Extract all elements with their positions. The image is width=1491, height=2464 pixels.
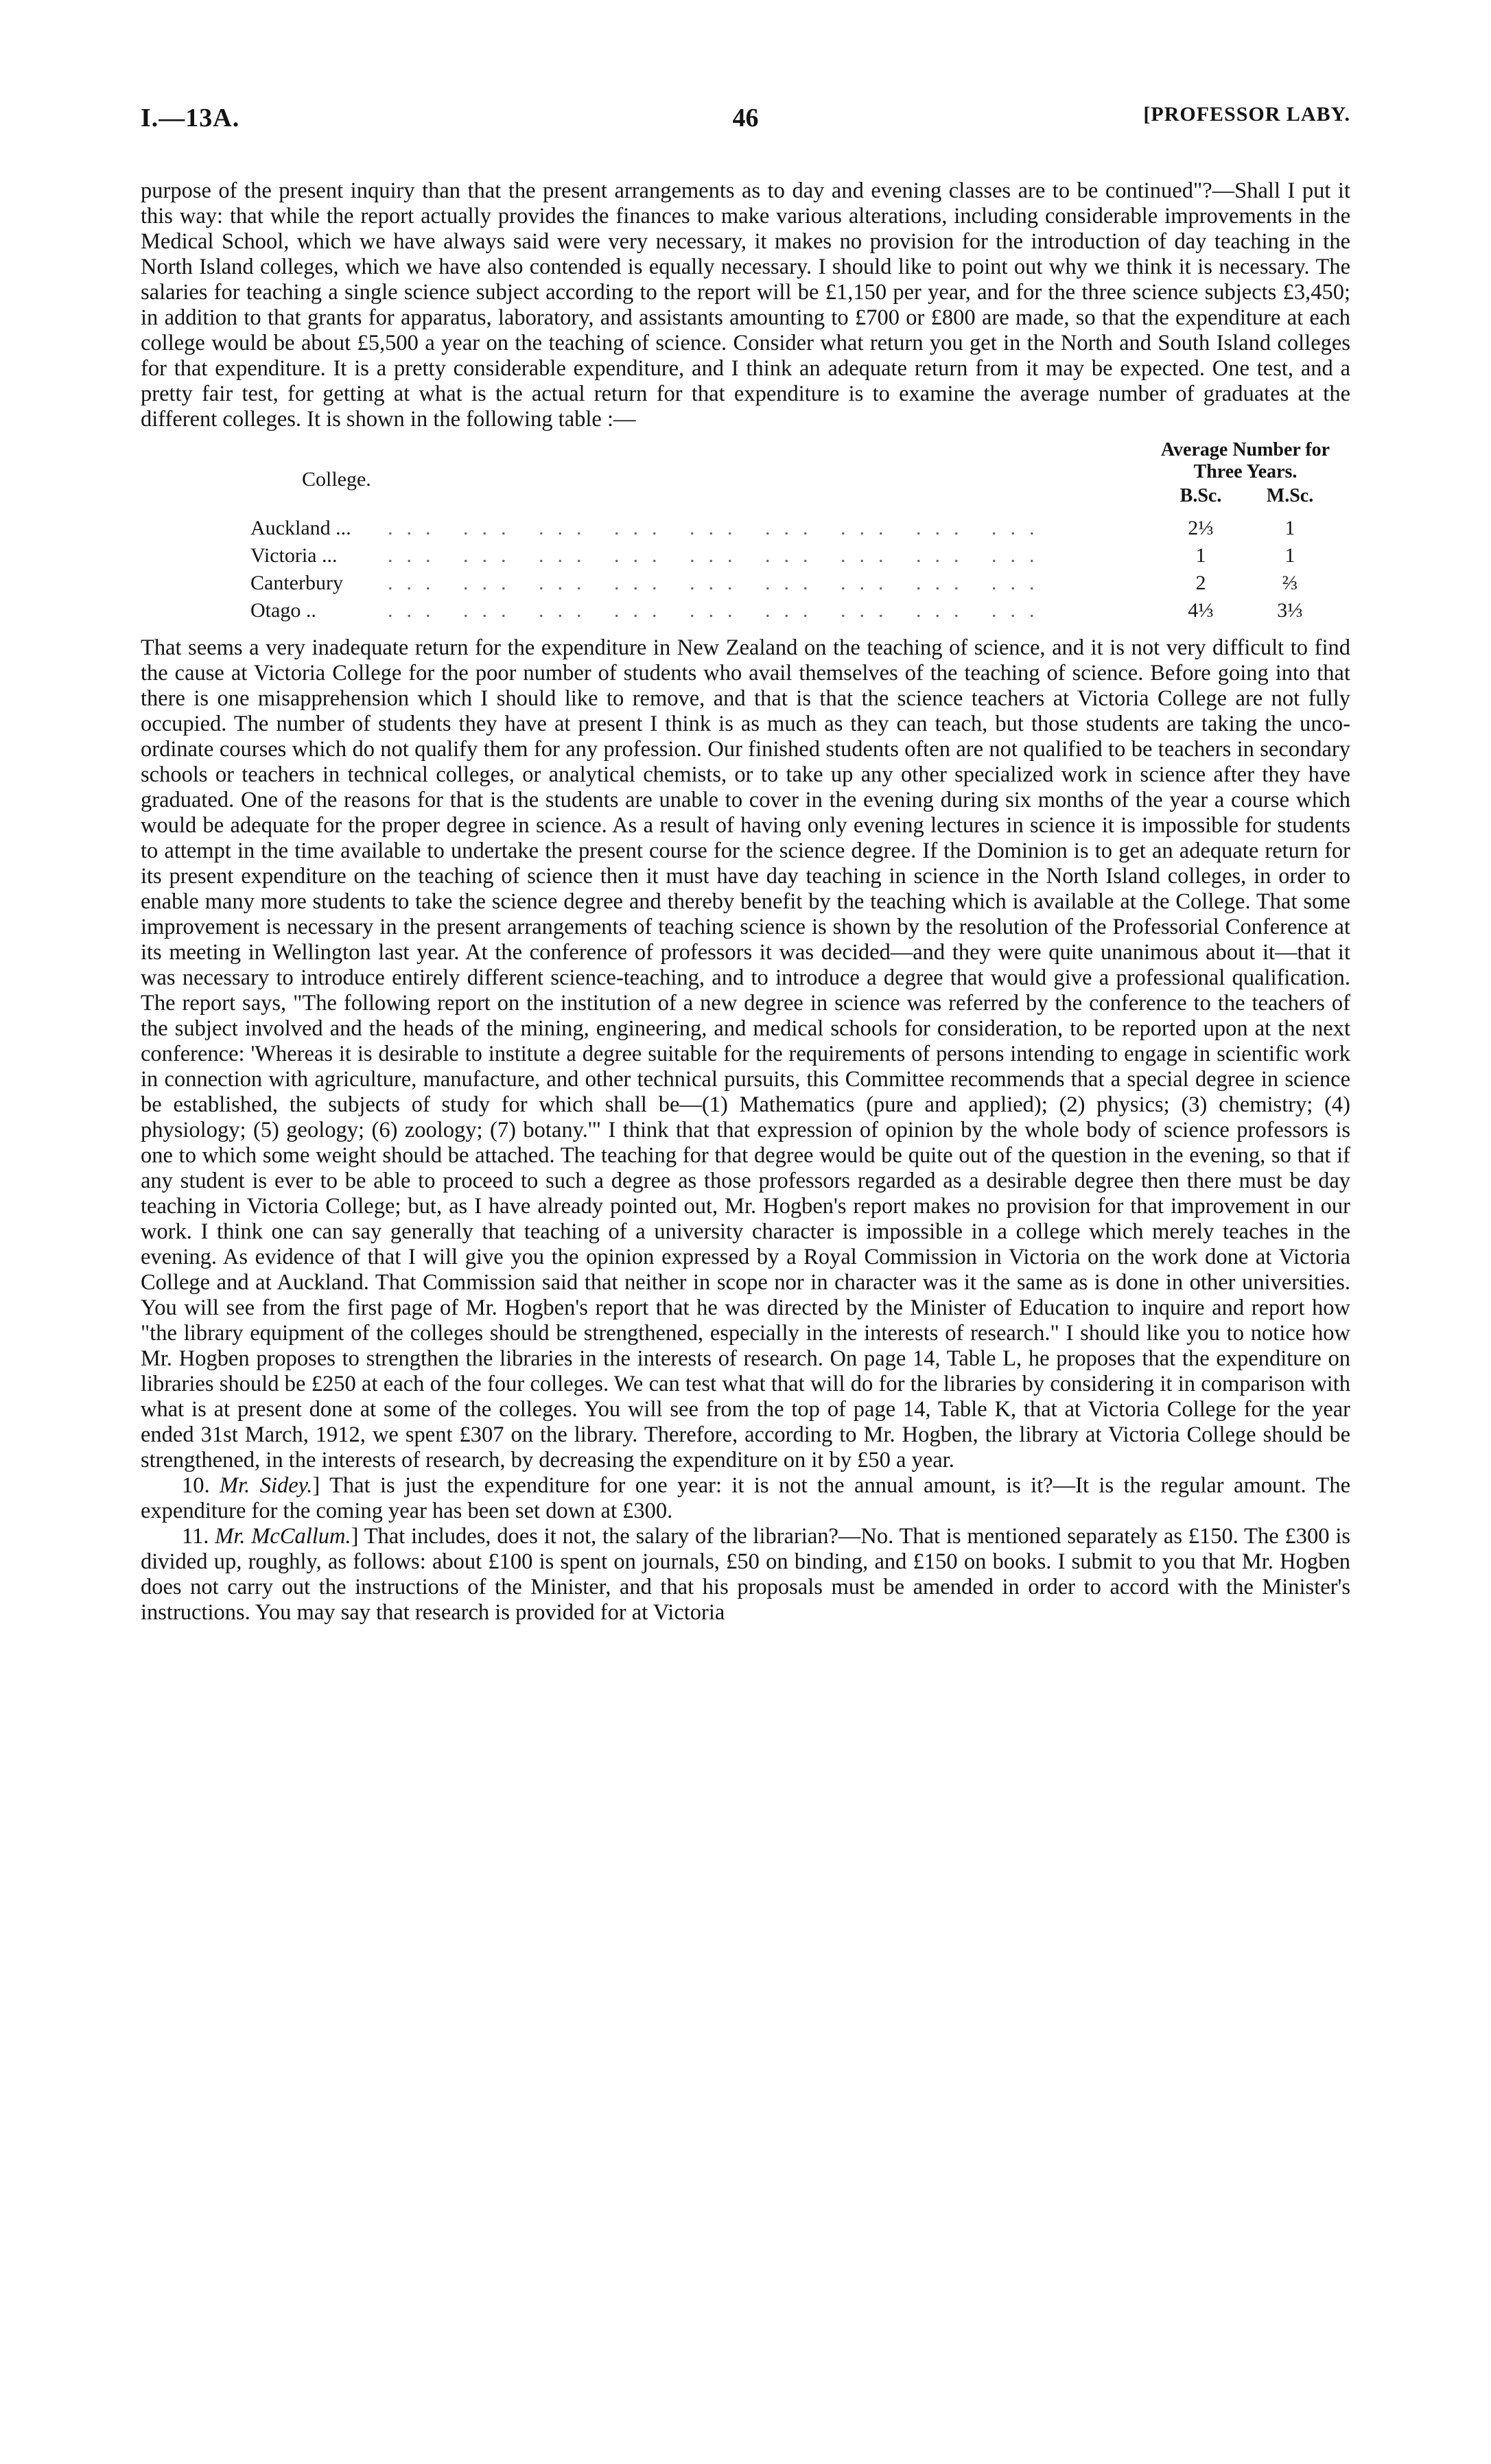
leader-dots: ... ... ... ... ... ... ... ... ...	[388, 599, 1048, 622]
msc-value: ⅔	[1282, 572, 1298, 594]
average-heading-line1: Average Number for	[1160, 439, 1330, 460]
question-11	[141, 1524, 1350, 1626]
table-row	[250, 597, 1303, 624]
bsc-column-heading: B.Sc.	[1179, 485, 1222, 506]
msc-column-heading: M.Sc.	[1266, 485, 1314, 506]
witness-name: [PROFESSOR LABY.	[1143, 103, 1350, 126]
table-row	[250, 542, 1293, 570]
college-name: Victoria ...	[250, 544, 338, 567]
leader-dots: ... ... ... ... ... ... ... ... ...	[388, 517, 1048, 539]
leader-dots: ... ... ... ... ... ... ... ... ...	[388, 544, 1048, 567]
question-speaker: Mr. Sidey.	[220, 1473, 313, 1498]
question-10	[141, 1473, 1350, 1524]
paragraph-opening: purpose of the present inquiry than that the present arrangements as to day and evening classes are to be continued"?—Shall I put it this way: that while the report actually provides the finances to make various alterations, including considerable improvements in the Medical School, which we have always said were very necessary, it makes no provision for the introduction of day teaching in the North Island colleges, which we have also contended is equally necessary. I should like to point out why we think it is necessary. The salaries for teaching a single science subject according to the report will be £1,150 per year, and for the three science subjects £3,450; in addition to that grants for apparatus, laboratory, and assistants amounting to £700 or £800 are made, so that the expenditure at each college would be about £5,500 a year on the teaching of science. Consider what return you get in the North and South Island colleges for that expenditure. It is a pretty considerable expenditure, and I think an adequate return from it may be expected. One test, and a pretty fair test, for getting at what is the actual return for that expenditure is to examine the average number of graduates at the different colleges. It is shown in the following table :—	[141, 178, 1350, 432]
degree-column-headings	[1156, 483, 1335, 508]
question-text: ] That is just the expenditure for one year: it is not the annual amount, is it?—It is the regular amount. The expenditure for the coming year has been set down at £300.	[141, 1473, 1351, 1523]
question-speaker: Mr. McCallum.	[215, 1524, 351, 1549]
question-text: ] That includes, does it not, the salary of the librarian?—No. That is mentioned separately as £150. The £300 is divided up, roughly, as follows: about £100 is spent on journals, £50 on binding, and £150 on books. I submit to you that Mr. Hogben does not carry out the instructions of the Minister, and that his proposals must be amended in order to accord with the Minister's instructions. You may say that research is provided for at Victoria	[141, 1524, 1351, 1625]
bsc-value: 1	[1195, 544, 1206, 567]
graduates-table	[250, 439, 1330, 624]
bsc-value: 4⅓	[1188, 599, 1214, 622]
question-number: 10.	[182, 1473, 210, 1498]
college-name: Canterbury	[250, 572, 343, 594]
leader-dots: ... ... ... ... ... ... ... ... ...	[388, 572, 1048, 594]
college-name: Otago ..	[250, 599, 316, 622]
msc-value: 1	[1284, 517, 1295, 539]
table-row	[250, 515, 1293, 542]
average-heading-line2: Three Years.	[1193, 461, 1298, 482]
college-column-heading: College.	[302, 468, 371, 491]
bsc-value: 2	[1195, 572, 1206, 594]
page-number: 46	[732, 104, 759, 132]
college-name: Auckland ...	[250, 517, 351, 539]
page-header	[141, 103, 1350, 144]
average-heading	[1129, 439, 1362, 483]
table-header	[250, 439, 1330, 515]
body-text	[141, 178, 1350, 1626]
paragraph-main-argument: That seems a very inadequate return for the expenditure in New Zealand on the teaching of science, and it is not very difficult to find the cause at Victoria College for the poor number of students who avail themselves of the teaching of science. Before going into that there is one misapprehension which I should like to remove, and that is that the science teachers at Victoria College are not fully occupied. The number of students they have at present I think is as much as they can teach, but those students are taking the unco-ordinate courses which do not qualify them for any profession. Our finished students often are not qualified to be teachers in secondary schools or teachers in technical colleges, or analytical chemists, or to take up any other specialized work in science after they have graduated. One of the reasons for that is the students are unable to cover in the evening during six months of the year a course which would be adequate for the proper degree in science. As a result of having only evening lectures in science it is impossible for students to attempt in the time available to undertake the present course for the science degree. If the Dominion is to get an adequate return for its present expenditure on the teaching of science then it must have day teaching in science in the North Island colleges, in order to enable many more students to take the science degree and thereby benefit by the teaching which is available at the College. That some improvement is necessary in the present arrangements of teaching science is shown by the resolution of the Professorial Conference at its meeting in Wellington last year. At the conference of professors it was decided—and they were quite unanimous about it—that it was necessary to introduce entirely different science-teaching, and to introduce a degree that would give a professional qualification. The report says, "The following report on the institution of a new degree in science was referred by the conference to the teachers of the subject involved and the heads of the mining, engineering, and medical schools for consideration, to be reported upon at the next conference: 'Whereas it is desirable to institute a degree suitable for the requirements of persons intending to engage in scientific work in connection with agriculture, manufacture, and other technical pursuits, this Committee recommends that a special degree in science be established, the subjects of study for which shall be—(1) Mathematics (pure and applied); (2) physics; (3) chemistry; (4) physiology; (5) geology; (6) zoology; (7) botany.'" I think that that expression of opinion by the whole body of science professors is one to which some weight should be attached. The teaching for that degree would be quite out of the question in the evening, so that if any student is ever to be able to proceed to such a degree as those professors regarded as a desirable degree then there must be day teaching in Victoria College; but, as I have already pointed out, Mr. Hogben's report makes no provision for that improvement in our work. I think one can say generally that teaching of a university character is impossible in a college which merely teaches in the evening. As evidence of that I will give you the opinion expressed by a Royal Commission in Victoria on the work done at Victoria College and at Auckland. That Commission said that neither in scope nor in character was it the same as is done in other universities. You will see from the first page of Mr. Hogben's report that he was directed by the Minister of Education to inquire and report how "the library equipment of the colleges should be strengthened, especially in the interests of research." I should like you to notice how Mr. Hogben proposes to strengthen the libraries in the interests of research. On page 14, Table L, he proposes that the expenditure on libraries should be £250 at each of the four colleges. We can test what that will do for the libraries by considering it in comparison with what is at present done at some of the colleges. You will see from the top of page 14, Table K, that at Victoria College for the year ended 31st March, 1912, we spent £307 on the library. Therefore, according to Mr. Hogben, the library at Victoria College should be strengthened, in the interests of research, by decreasing the expenditure on it by £50 a year.	[141, 635, 1350, 1472]
question-number: 11.	[182, 1524, 209, 1549]
bsc-value: 2⅓	[1188, 517, 1214, 539]
table-row	[250, 570, 1298, 597]
msc-value: 3⅓	[1277, 599, 1303, 622]
document-reference: I.—13A.	[141, 104, 240, 132]
msc-value: 1	[1284, 544, 1295, 567]
